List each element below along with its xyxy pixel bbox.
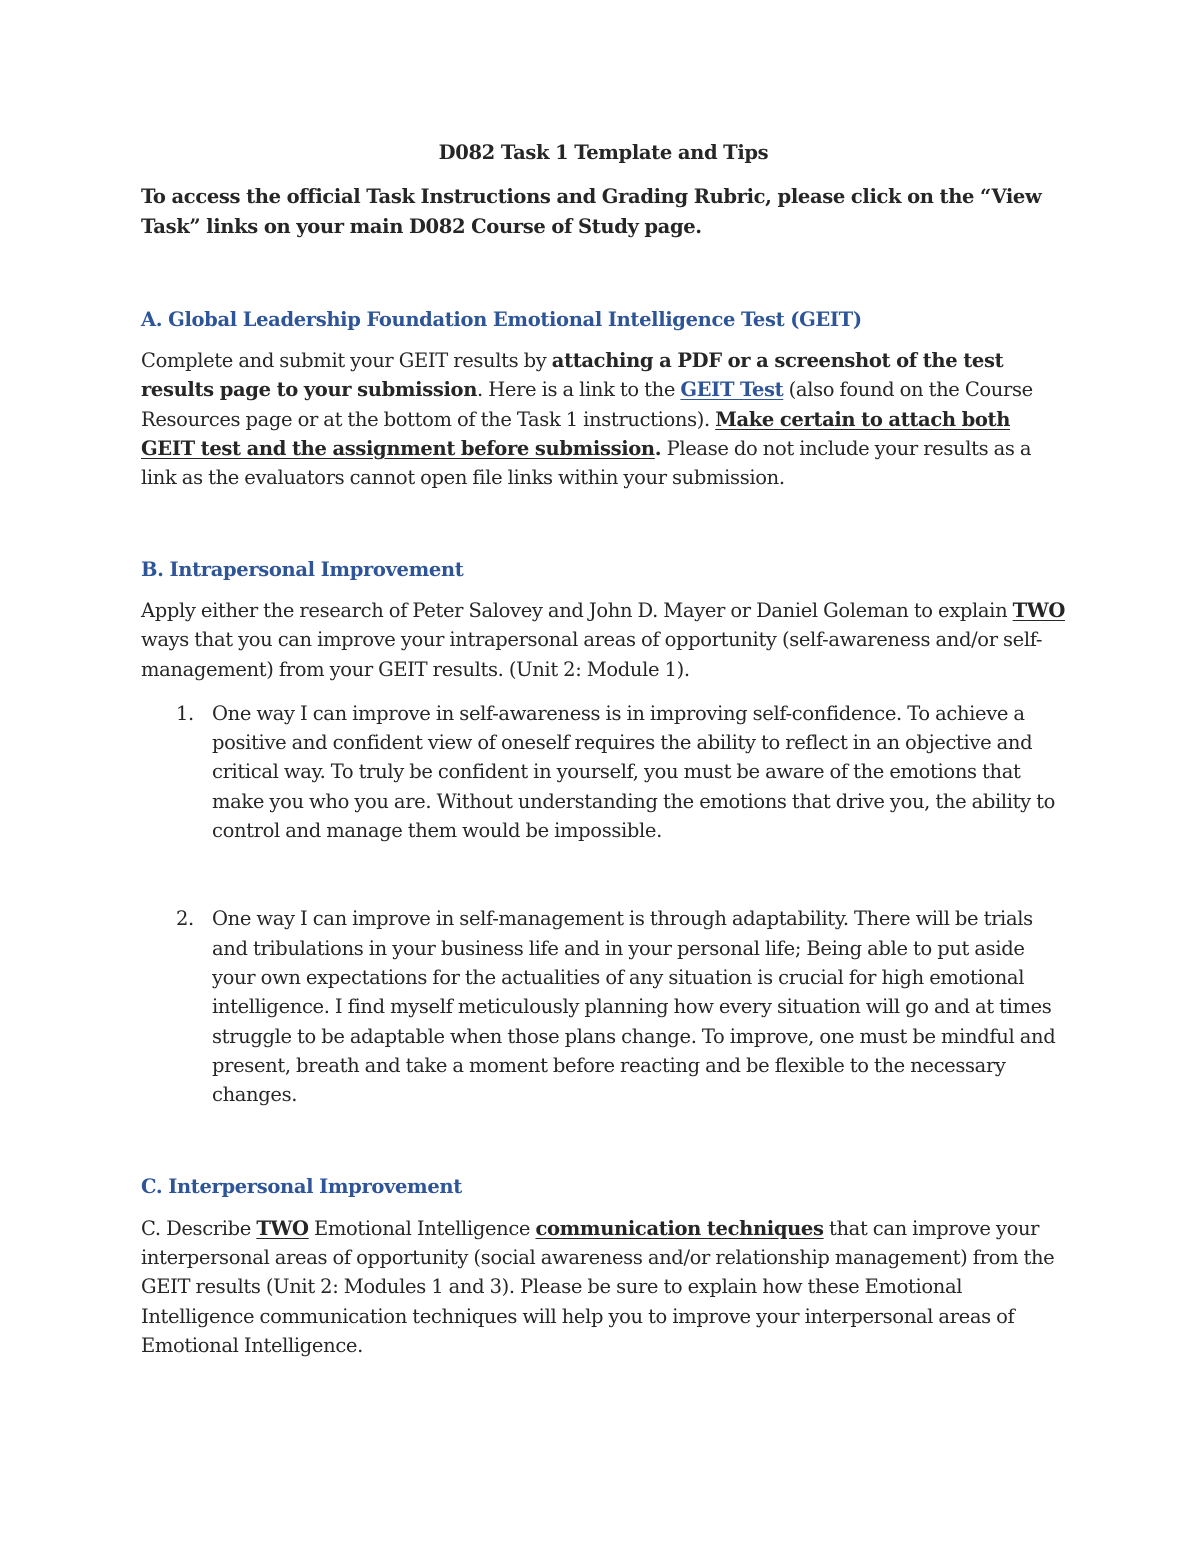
section-c-paragraph [141, 1214, 1066, 1360]
list-item-number: 2. [176, 907, 194, 931]
section-a-text-4: Please do not include your results as a link as the evaluators cannot open file links within your submission. [141, 437, 1032, 490]
section-a-text-1: Complete and submit your GEIT results by [141, 349, 552, 373]
section-a-text-2: . Here is a link to the [477, 378, 681, 402]
section-c-heading: C. Interpersonal Improvement [141, 1175, 462, 1199]
document-body [141, 138, 1066, 1360]
section-c-text-2: Emotional Intelligence [308, 1216, 536, 1240]
section-b-emphasis: TWO [1012, 598, 1065, 622]
section-a-text-3: (also found on the Course Resources page or at the bottom of the Task 1 instructions). [141, 378, 1033, 431]
section-a-paragraph [141, 346, 1066, 492]
list-item-text: One way I can improve in self-awareness is in improving self-confidence. To achieve a positive and confident view of oneself requires the ability to reflect in an objective and critical way. To truly be confident in yourself, you must be aware of the emotions that make you who you are. Without understanding the emotions that drive you, the ability to control and manage them would be impossible. [212, 701, 1056, 843]
geit-test-link[interactable]: GEIT Test [680, 378, 784, 402]
section-b-heading: B. Intrapersonal Improvement [141, 557, 464, 581]
list-item [141, 904, 1066, 1109]
section-c-emphasis-two: TWO [256, 1216, 309, 1240]
section-c-emphasis-techniques: communication techniques [535, 1216, 824, 1240]
list-item [141, 699, 1066, 845]
list-item-text: One way I can improve in self-management is through adaptability. There will be trials and tribulations in your business life and in your personal life; Being able to put aside your own expectations for the actualities of any situation is crucial for high emotional intelligence. I find myself meticulously planning how every situation will go and at times struggle to be adaptable when those plans change. To improve, one must be mindful and present, breath and take a moment before reacting and be flexible to the necessary changes. [212, 907, 1056, 1107]
section-b-prompt-text-2: ways that you can improve your intrapersonal areas of opportunity (self-awareness and/or self-management) from your GEIT results. (Unit 2: Module 1). [141, 628, 1043, 681]
section-b-prompt-text-1: Apply either the research of Peter Salovey and John D. Mayer or Daniel Goleman to explain [141, 598, 1013, 622]
section-a-heading: A. Global Leadership Foundation Emotional Intelligence Test (GEIT) [141, 307, 862, 331]
section-b-prompt [141, 596, 1066, 684]
document-title: D082 Task 1 Template and Tips [438, 141, 769, 164]
intro-instructions: To access the official Task Instructions and Grading Rubric, please click on the “View Task” links on your main D082 Course of Study page. [141, 185, 1042, 238]
list-item-number: 1. [176, 701, 194, 725]
section-c-text-1: C. Describe [141, 1216, 257, 1240]
section-c-text-3: that can improve your interpersonal areas of opportunity (social awareness and/or relationship management) from the GEIT results (Unit 2: Modules 1 and 3). Please be sure to explain how these Emotional Intelligence communication techniques will help you to improve your interpersonal areas of Emotional Intelligence. [141, 1216, 1055, 1357]
section-a-period: . [654, 437, 662, 461]
section-a-bold-instruction: attaching a PDF or a screenshot of the test results page to your submission [141, 349, 1004, 402]
section-a-attach-warning: Make certain to attach both GEIT test and the assignment before submission [141, 407, 1011, 461]
answer-list [141, 699, 1066, 1110]
